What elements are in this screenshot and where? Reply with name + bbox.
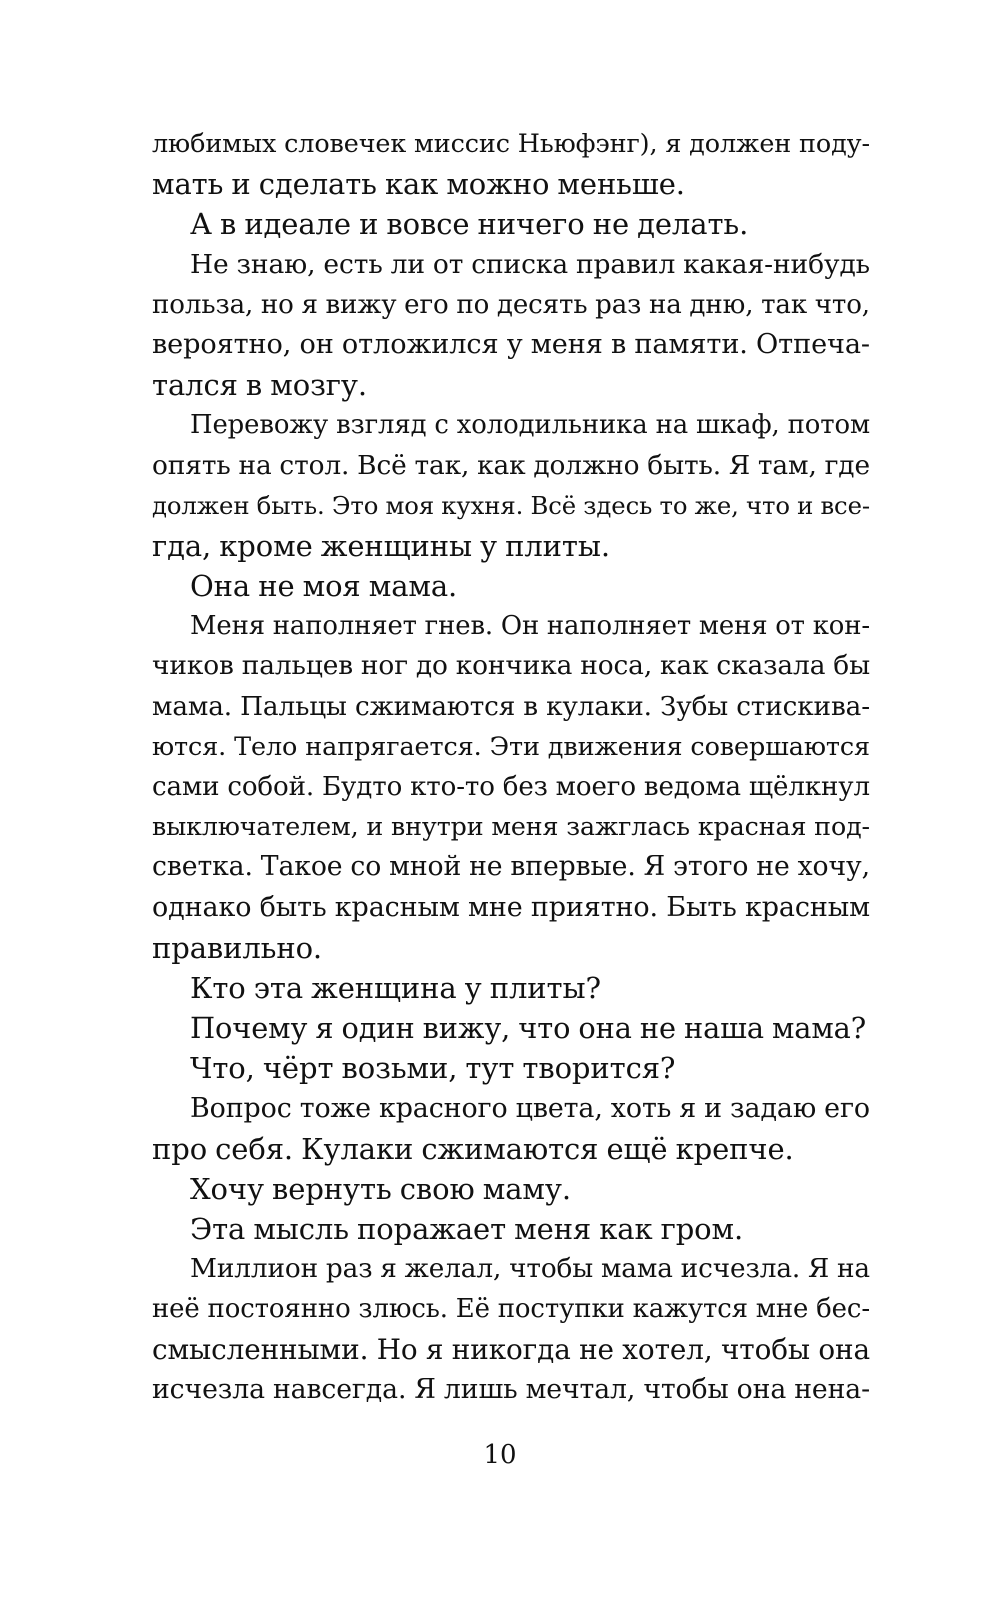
text-line: светка. Такое со мной не впервые. Я этого не хочу, xyxy=(152,851,870,883)
text-line: Хочу вернуть свою маму. xyxy=(190,1171,571,1206)
text-line: Перевожу взгляд с холодильника на шкаф, потом xyxy=(190,410,870,441)
text-line: исчезла навсегда. Я лишь мечтал, чтобы она нена- xyxy=(152,1373,870,1405)
text-line: ются. Тело напрягается. Эти движения совершаются xyxy=(152,731,870,762)
text-line: правильно. xyxy=(152,930,323,965)
text-line: Что, чёрт возьми, тут творится? xyxy=(190,1051,676,1086)
text-line: неё постоянно злюсь. Её поступки кажутся мне бес- xyxy=(152,1294,870,1325)
text-line: Кто эта женщина у плиты? xyxy=(190,970,601,1005)
page-number: 10 xyxy=(483,1440,517,1470)
text-line: тался в мозгу. xyxy=(152,368,367,403)
text-line: Эта мысль поражает меня как гром. xyxy=(190,1212,744,1247)
text-line: А в идеале и вовсе ничего не делать. xyxy=(190,207,749,242)
text-line: любимых словечек миссис Ньюфэнг), я должен поду- xyxy=(152,129,870,159)
text-line: опять на стол. Всё так, как должно быть. Я там, где xyxy=(152,449,870,481)
text-line: Почему я один вижу, что она не наша мама? xyxy=(190,1011,867,1046)
text-line: Меня наполняет гнев. Он наполняет меня от кон- xyxy=(190,611,870,642)
text-line: Не знаю, есть ли от списка правил какая-нибудь xyxy=(190,248,870,280)
text-line: Миллион раз я желал, чтобы мама исчезла. Я на xyxy=(190,1254,870,1285)
text-line: чиков пальцев ног до кончика носа, как сказала бы xyxy=(152,650,870,682)
text-line: сами собой. Будто кто-то без моего ведома щёлкнул xyxy=(152,772,870,802)
text-line: выключателем, и внутри меня зажглась красная под- xyxy=(152,812,870,842)
text-line: вероятно, он отложился у меня в памяти. Отпеча- xyxy=(152,328,870,360)
text-line: Она не моя мама. xyxy=(190,569,458,604)
text-line: однако быть красным мне приятно. Быть красным xyxy=(152,891,870,923)
text-line: про себя. Кулаки сжимаются ещё крепче. xyxy=(152,1131,794,1166)
text-line: польза, но я вижу его по десять раз на дню, так что, xyxy=(152,289,870,320)
text-line: мама. Пальцы сжимаются в кулаки. Зубы стискива- xyxy=(152,691,870,722)
text-line: Вопрос тоже красного цвета, хоть я и задаю его xyxy=(190,1092,870,1124)
text-line: смысленными. Но я никогда не хотел, чтобы она xyxy=(152,1332,870,1366)
text-line: мать и сделать как можно меньше. xyxy=(152,167,685,202)
text-line: гда, кроме женщины у плиты. xyxy=(152,528,610,563)
text-line: должен быть. Это моя кухня. Всё здесь то же, что и все- xyxy=(152,490,870,520)
body-text xyxy=(152,124,870,1410)
